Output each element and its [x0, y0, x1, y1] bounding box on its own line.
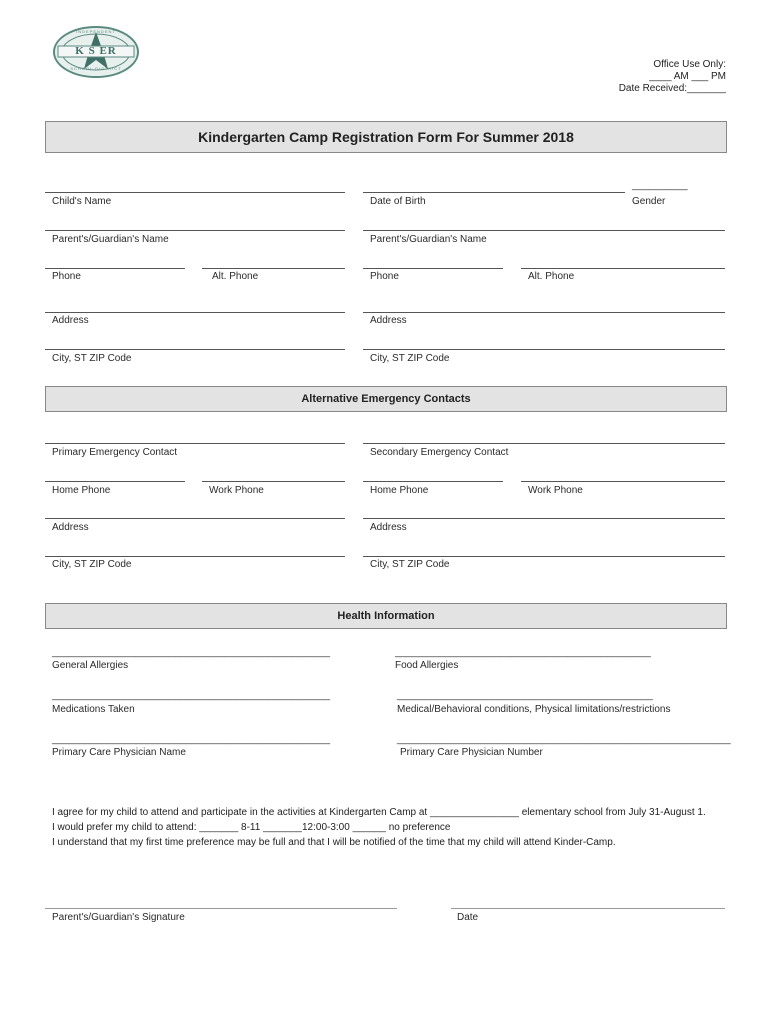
emergency-address-label-right: Address: [370, 522, 407, 533]
city-label-right: City, ST ZIP Code: [370, 353, 450, 364]
work-phone-line-right[interactable]: [521, 481, 725, 482]
gender-label: Gender: [632, 196, 666, 207]
home-phone-label-left: Home Phone: [52, 485, 111, 496]
address-line-right[interactable]: [363, 312, 725, 313]
address-line-left[interactable]: [45, 312, 345, 313]
secondary-contact-label: Secondary Emergency Contact: [370, 447, 509, 458]
health-section-header: [45, 603, 727, 629]
emergency-address-line-right[interactable]: [363, 518, 725, 519]
guardian-name-line-left[interactable]: [45, 230, 345, 231]
home-phone-line-left[interactable]: [45, 481, 185, 482]
medications-blank[interactable]: __________________________________________________: [52, 690, 331, 701]
agreement-line-3: I understand that my first time preference may be full and that I will be notified of the time that my child will attend Kinder-Camp.: [52, 837, 616, 848]
childs-name-label: Child's Name: [52, 196, 112, 207]
logo-letters: K S ER: [75, 45, 117, 57]
logo-bottom-text: SCHOOL DISTRICT: [70, 66, 122, 71]
phone-line-right[interactable]: [363, 268, 503, 269]
phone-line-left[interactable]: [45, 268, 185, 269]
emergency-header-text: Alternative Emergency Contacts: [301, 393, 471, 405]
date-of-birth-label: Date of Birth: [370, 196, 426, 207]
alt-phone-label-right: Alt. Phone: [528, 271, 575, 282]
date-line[interactable]: [451, 908, 725, 909]
address-label-left: Address: [52, 315, 89, 326]
home-phone-label-right: Home Phone: [370, 485, 429, 496]
general-allergies-blank[interactable]: __________________________________________________: [52, 647, 331, 658]
agreement-line-2: I would prefer my child to attend: _______ 8-11 _______12:00-3:00 ______ no preference: [52, 822, 451, 833]
office-am-pm: ____ AM ___ PM: [649, 71, 726, 82]
office-use-label: Office Use Only:: [653, 59, 726, 70]
city-label-left: City, ST ZIP Code: [52, 353, 132, 364]
food-allergies-blank[interactable]: ______________________________________________: [395, 647, 651, 658]
city-line-left[interactable]: [45, 349, 345, 350]
medications-label: Medications Taken: [52, 704, 135, 715]
guardian-name-label-left: Parent's/Guardian's Name: [52, 234, 169, 245]
agreement-paragraph: [52, 805, 706, 850]
date-of-birth-line[interactable]: [363, 192, 625, 193]
logo-top-text: INDEPENDENT: [76, 29, 116, 34]
alt-phone-line-right[interactable]: [521, 268, 725, 269]
page-title-text: Kindergarten Camp Registration Form For Summer 2018: [198, 129, 574, 145]
signature-line[interactable]: [45, 908, 397, 909]
phone-label-right: Phone: [370, 271, 399, 282]
work-phone-label-right: Work Phone: [528, 485, 583, 496]
emergency-address-line-left[interactable]: [45, 518, 345, 519]
office-date-received: Date Received:_______: [618, 83, 726, 94]
health-header-text: Health Information: [337, 610, 435, 622]
city-line-right[interactable]: [363, 349, 725, 350]
general-allergies-label: General Allergies: [52, 660, 129, 671]
primary-contact-label: Primary Emergency Contact: [52, 447, 178, 458]
page-title: [45, 121, 727, 153]
childs-name-line[interactable]: [45, 192, 345, 193]
home-phone-line-right[interactable]: [363, 481, 503, 482]
primary-contact-line[interactable]: [45, 443, 345, 444]
physician-number-blank[interactable]: ____________________________________________________________: [397, 734, 731, 745]
emergency-section-header: [45, 386, 727, 412]
alt-phone-line-left[interactable]: [202, 268, 345, 269]
conditions-label: Medical/Behavioral conditions, Physical limitations/restrictions: [397, 704, 671, 715]
guardian-name-label-right: Parent's/Guardian's Name: [370, 234, 487, 245]
guardian-name-line-right[interactable]: [363, 230, 725, 231]
secondary-contact-line[interactable]: [363, 443, 725, 444]
date-label: Date: [457, 912, 479, 923]
gender-blank: __________: [632, 180, 688, 191]
food-allergies-label: Food Allergies: [395, 660, 459, 671]
emergency-city-line-right[interactable]: [363, 556, 725, 557]
conditions-blank[interactable]: ______________________________________________: [397, 690, 653, 701]
alt-phone-label-left: Alt. Phone: [212, 271, 259, 282]
emergency-address-label-left: Address: [52, 522, 89, 533]
emergency-city-label-right: City, ST ZIP Code: [370, 559, 450, 570]
emergency-city-label-left: City, ST ZIP Code: [52, 559, 132, 570]
physician-number-label: Primary Care Physician Number: [400, 747, 543, 758]
emergency-city-line-left[interactable]: [45, 556, 345, 557]
physician-name-label: Primary Care Physician Name: [52, 747, 186, 758]
office-use-block: [619, 59, 726, 95]
signature-label: Parent's/Guardian's Signature: [52, 912, 185, 923]
agreement-line-1: I agree for my child to attend and participate in the activities at Kindergarten Camp at ________________ elementary school from July 31-August 1.: [52, 807, 706, 818]
district-logo: [52, 25, 140, 79]
work-phone-line-left[interactable]: [202, 481, 345, 482]
work-phone-label-left: Work Phone: [209, 485, 264, 496]
physician-name-blank[interactable]: __________________________________________________: [52, 734, 331, 745]
address-label-right: Address: [370, 315, 407, 326]
phone-label-left: Phone: [52, 271, 81, 282]
